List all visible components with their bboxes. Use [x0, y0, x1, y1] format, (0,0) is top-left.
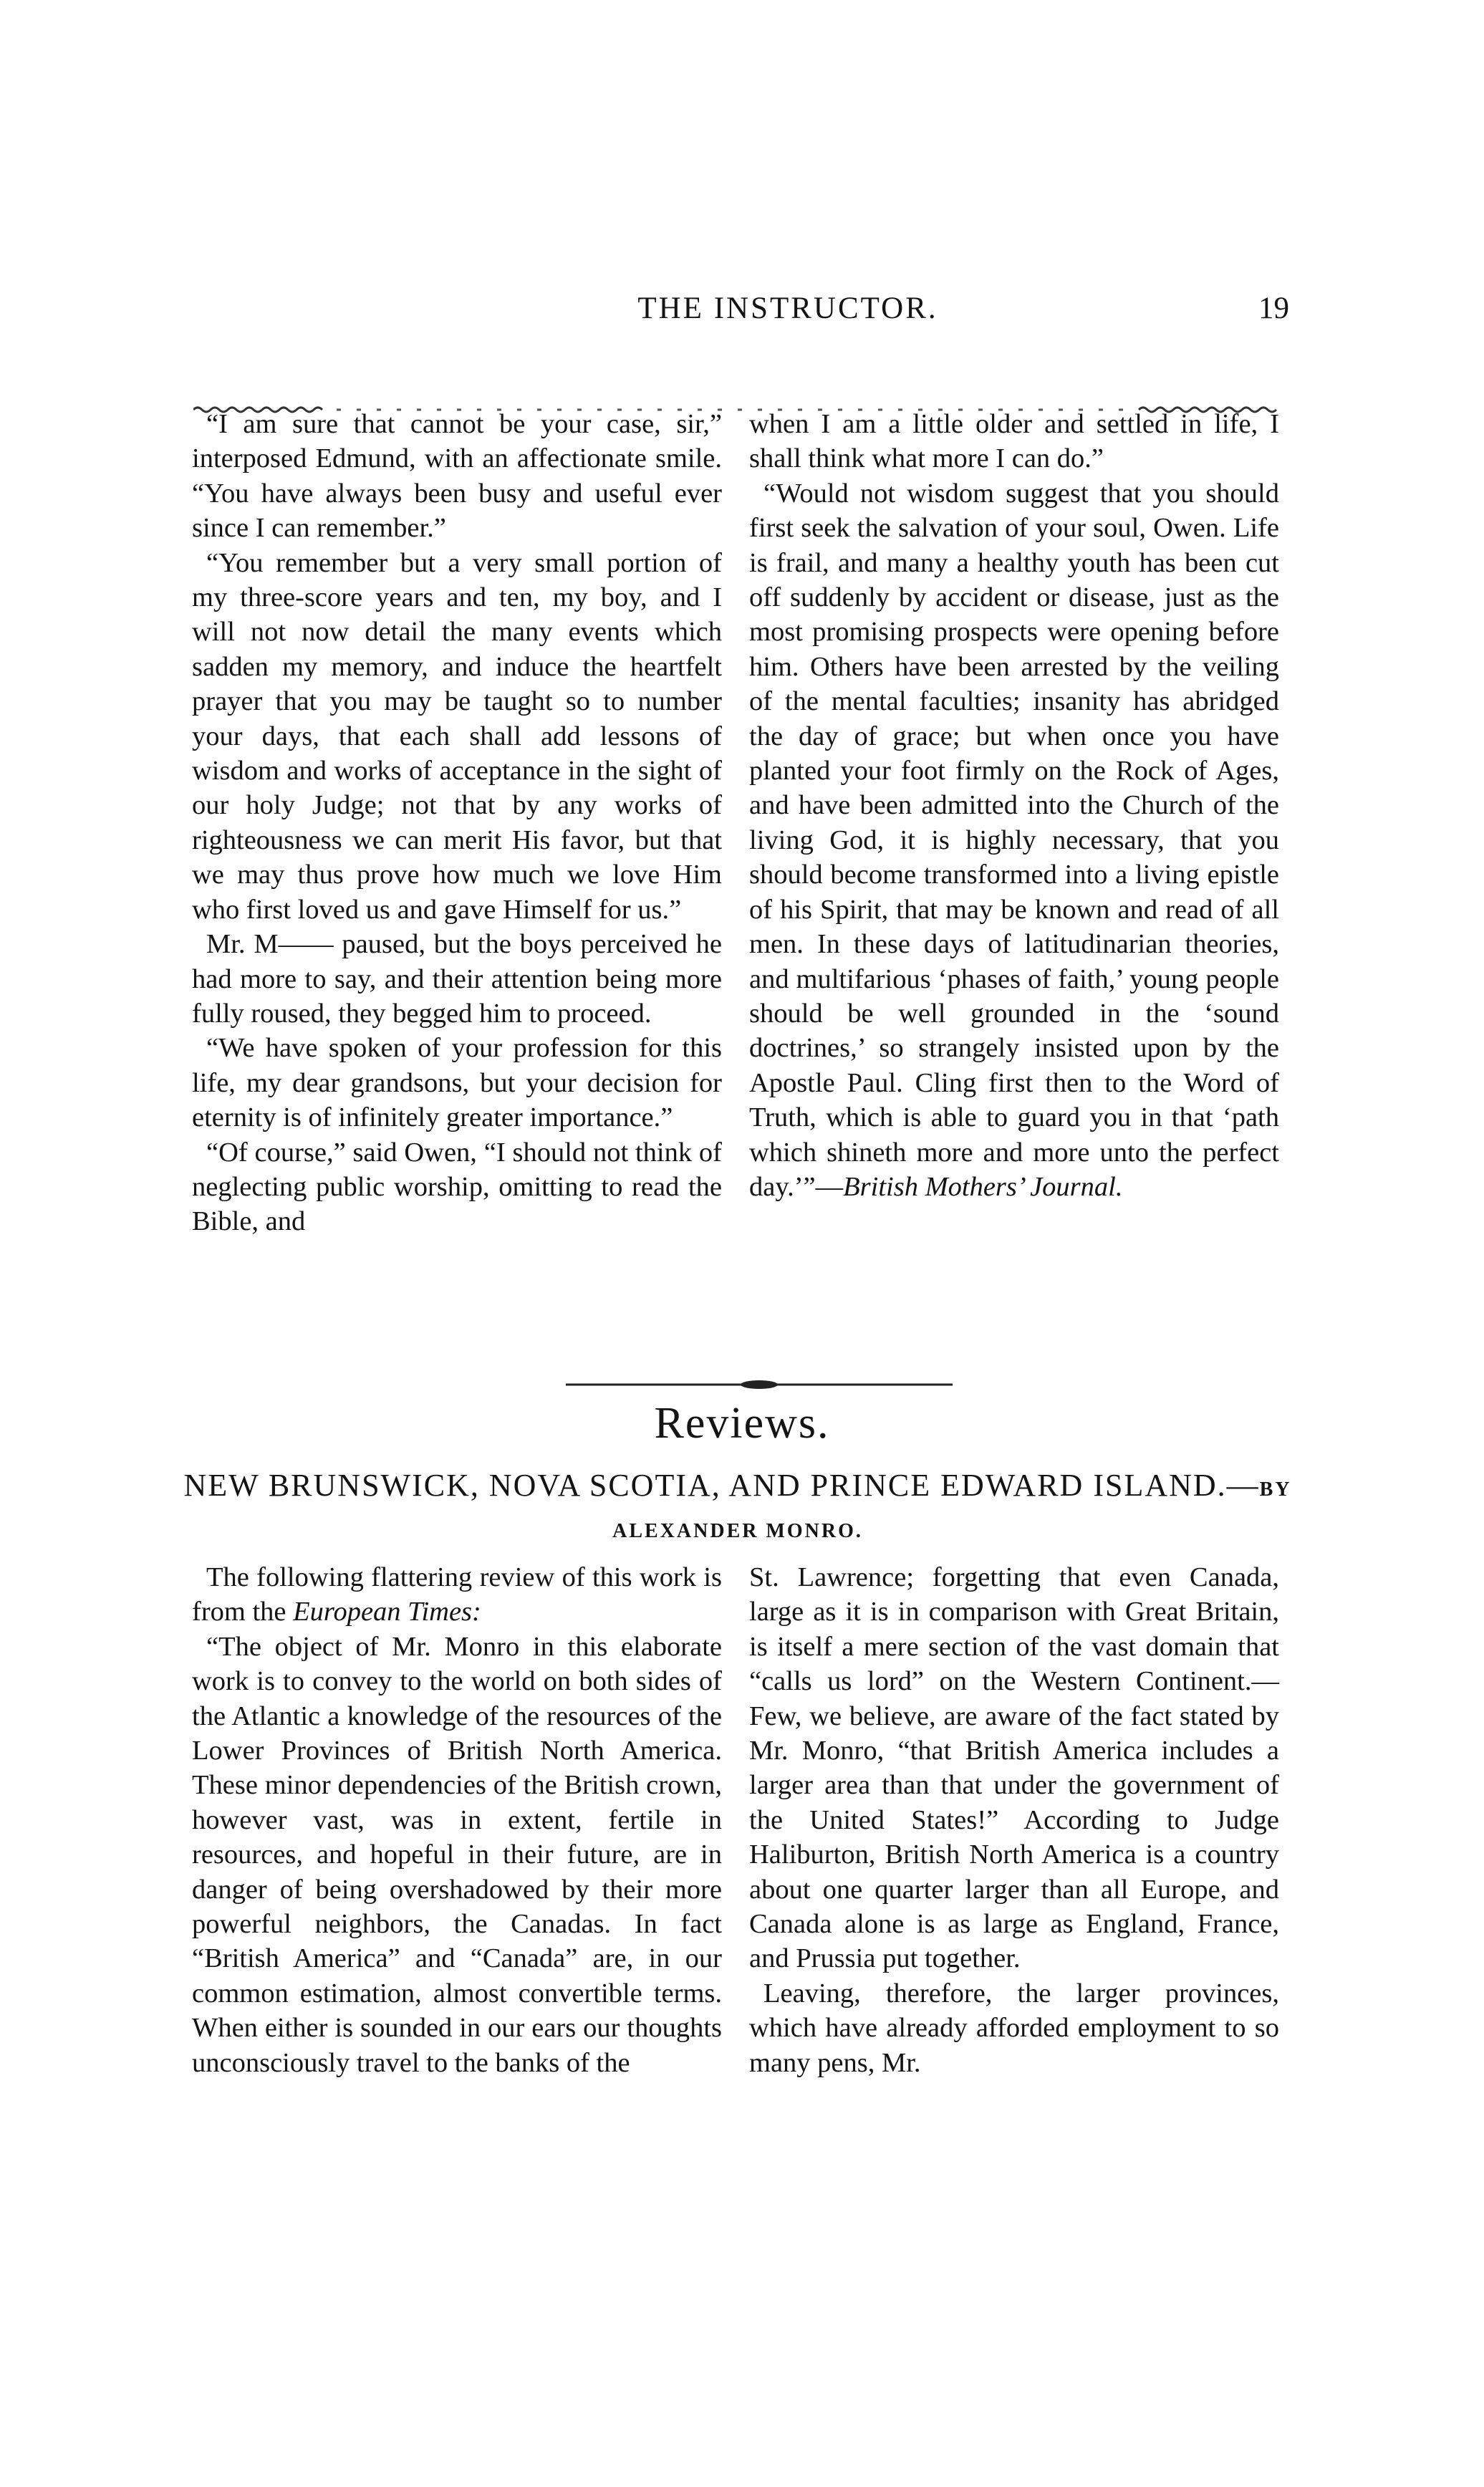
page-header — [179, 287, 1289, 344]
paragraph — [749, 476, 1279, 1205]
page-number: 19 — [1258, 292, 1289, 325]
paragraph: “The object of Mr. Monro in this elaborate work is to convey to the world on both sides of the Atlantic a knowledge of the resources of the Lower Provinces of British North America. These minor dependencies of the British crown, however vast, was in extent, fertile in resources, and hopeful in their future, are in danger of being overshadowed by their more powerful neighbors, the Canadas. In fact “British America” and “Canada” are, in our common estimation, almost convertible terms. When either is sounded in our ears our thoughts unconsciously travel to the banks of the — [192, 1631, 722, 2078]
section-heading: Reviews. — [654, 1399, 830, 1448]
paragraph: “I am sure that cannot be your case, sir,” interposed Edmund, with an affectionate smile. “You have always been busy and useful ever since I can remember.” — [192, 409, 722, 544]
byline: BY ALEXANDER MONRO. — [612, 1478, 1292, 1542]
paragraph: “We have spoken of your profession for this life, my dear grandsons, but your decision for eternity is of infinitely greater importance.” — [192, 1033, 722, 1133]
paragraph: Mr. M—— paused, but the boys perceived he had more to say, and their attention being more fully roused, they begged him to proceed. — [192, 929, 722, 1029]
article-title-text: NEW BRUNSWICK, NOVA SCOTIA, AND PRINCE EDWARD ISLAND.— — [183, 1468, 1260, 1503]
paragraph-text: The following flattering review of this work is from the — [192, 1562, 722, 1627]
review-column-right — [749, 1560, 1279, 2080]
paragraph: “Of course,” said Owen, “I should not think of neglecting public worship, omitting to read the Bible, and — [192, 1137, 722, 1237]
review-column-left — [192, 1560, 722, 2080]
paragraph: St. Lawrence; forgetting that even Canada, large as it is in comparison with Great Britain, is itself a mere section of the vast domain that “calls us lord” on the Western Continent.—Few, we believe, are aware of the fact stated by Mr. Monro, “that British America includes a larger area than that under the government of the United States!” According to Judge Haliburton, British North America is a country about one quarter larger than all Europe, and Canada alone is as large as England, France, and Prussia put together. — [749, 1562, 1279, 1974]
running-title: THE INSTRUCTOR. — [637, 292, 938, 325]
paragraph: when I am a little older and settled in life, I shall think what more I can do.” — [749, 409, 1279, 474]
article-title — [179, 1467, 1296, 1550]
publication-name: European Times: — [293, 1597, 481, 1627]
paragraph — [192, 1560, 722, 1630]
paragraph: Leaving, therefore, the larger provinces, which have already afforded employment to so many pens, Mr. — [749, 1978, 1279, 2078]
story-column-right — [749, 407, 1279, 1204]
section-divider-rule — [566, 1380, 953, 1390]
paragraph: “You remember but a very small portion of my three-score years and ten, my boy, and I will not now detail the many events which sadden my memory, and induce the heartfelt prayer that you may be taught so to number your days, that each shall add lessons of wisdom and works of acceptance in the sight of our holy Judge; not that by any works of righteousness we can merit His favor, but that we may thus prove how much we love Him who first loved us and gave Himself for us.” — [192, 547, 722, 925]
story-column-left — [192, 407, 722, 1239]
paragraph-text: “Would not wisdom suggest that you should first seek the salvation of your soul, Owen. Life is frail, and many a healthy youth has been cut off suddenly by accident or disease, just as the most promising prospects were opening before him. Others have been arrested by the veiling of the mental faculties; insanity has abridged the day of grace; but when once you have planted your foot firmly on the Rock of Ages, and have been admitted into the Church of the living God, it is highly necessary, that you should become transformed into a living epistle of his Spirit, that may be known and read of all men. In these days of latitudinarian theories, and multifarious ‘phases of faith,’ young people should be well grounded in the ‘sound doctrines,’ so strangely insisted upon by the Apostle Paul. Cling first then to the Word of Truth, which is able to guard you in that ‘path which shineth more and more unto the perfect day.’”— — [749, 478, 1279, 1202]
source-citation: British Mothers’ Journal. — [843, 1171, 1123, 1202]
